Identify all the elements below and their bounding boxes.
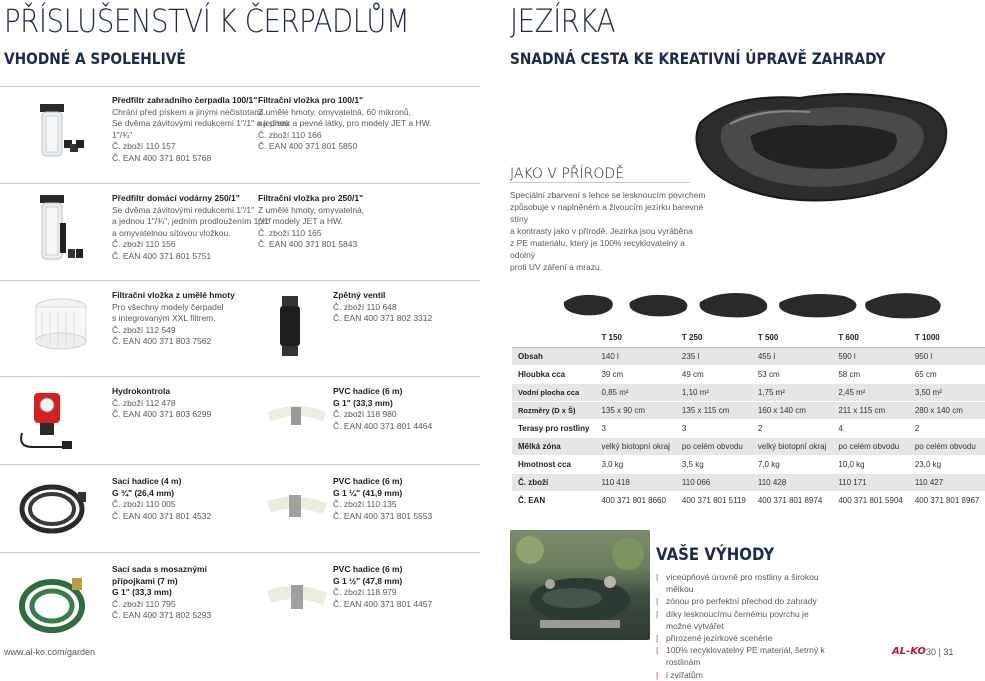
table-cell: 110 428 xyxy=(752,473,832,491)
table-cell: 160 x 140 cm xyxy=(752,401,832,419)
table-cell: velký biotopní okraj xyxy=(595,437,675,455)
table-cell: 400 371 801 5119 xyxy=(676,491,752,509)
advantage-item: | i zvířatům xyxy=(656,669,836,681)
advantage-item: | přirozené jezírkové scenérie xyxy=(656,632,836,644)
advantage-item: | víceúpňové úrovně pro rostliny a širokou mělkou xyxy=(656,571,836,595)
product-desc: Chrání před pískem a jinými nečistotami. xyxy=(112,106,266,117)
table-corner xyxy=(512,329,595,347)
column-header: T 150 xyxy=(595,329,675,347)
divider xyxy=(0,464,480,465)
row-label: Č. zboží xyxy=(512,473,595,491)
row-label: Obsah xyxy=(512,347,595,365)
table-cell: 53 cm xyxy=(752,365,832,383)
product-title: Předfiltr domácí vodárny 250/1" xyxy=(112,193,240,203)
product-size: G 1 ¼" (41,9 mm) xyxy=(333,487,403,498)
brand-logo: AL-KO xyxy=(892,646,926,657)
product-desc: a omyvatelnou sítovou vložkou. xyxy=(112,227,231,238)
table-cell: 590 l xyxy=(832,347,909,365)
column-header: T 1000 xyxy=(909,329,985,347)
product-ean: Č. EAN 400 371 801 5768 xyxy=(112,152,212,163)
product-size: G 1 ½" (47,8 mm) xyxy=(333,575,403,586)
product-title: PVC hadice (6 m) xyxy=(333,386,403,396)
product-desc: 1"/¾" xyxy=(112,129,133,140)
table-cell: 2 xyxy=(752,419,832,437)
row-label: Vodní plocha cca xyxy=(512,383,595,401)
product-desc: na písek a pevné látky, pro modely JET a HW. xyxy=(258,118,432,129)
product-pvc-hose-g1 xyxy=(333,386,483,432)
product-title: Filtrační vložka pro 100/1" xyxy=(258,95,364,105)
table-cell: 135 x 90 cm xyxy=(595,401,675,419)
product-ean: Č. EAN 400 371 802 3312 xyxy=(333,313,433,324)
hydrocontrol-image xyxy=(12,385,82,455)
product-pvc-hose-1-5 xyxy=(333,564,483,610)
product-title: Hydrokontrola xyxy=(112,386,171,396)
product-ean: Č. EAN 400 371 803 7562 xyxy=(112,336,212,347)
divider xyxy=(0,376,480,377)
advantage-item: | 100% recyklovatelný PE materiál, šetrný k rostlinám xyxy=(656,644,836,668)
pond-text-line: z PE materiálu, který je 100% recyklovatelný a odolný xyxy=(510,238,685,260)
right-page-subtitle: SNADNÁ CESTA KE KREATIVNÍ ÚPRAVĚ ZAHRADY xyxy=(510,49,886,68)
row-label: Č. EAN xyxy=(512,491,595,509)
product-ean: Č. EAN 400 371 801 4532 xyxy=(112,510,212,521)
advantages-list xyxy=(656,571,836,681)
footer-url[interactable]: www.al-ko.com/garden xyxy=(4,647,96,657)
row-label: Rozměry (D x Š) xyxy=(512,401,595,419)
pond-text-line: způsobuje v naplněném a živoucím jezírku barevné stíny xyxy=(510,202,704,224)
pond-models-row xyxy=(560,290,945,320)
product-filter-insert-250 xyxy=(258,193,408,251)
row-label: Mělká zóna xyxy=(512,437,595,455)
product-title: Filtrační vložka z umělé hmoty xyxy=(112,290,235,300)
product-number: Č. zboží 110 005 xyxy=(112,499,176,510)
product-size: G 1" (33,3 mm) xyxy=(112,587,172,598)
pond-text-line: Speciální zbarvení s lehce se lesknoucím povrchem xyxy=(510,190,706,200)
advantage-item: | díky lesknoucímu černému povrchu je možné vytvářet xyxy=(656,608,836,632)
table-cell: 3 xyxy=(595,419,675,437)
check-valve-image xyxy=(270,292,310,362)
product-number: Č. zboží 110 156 xyxy=(112,239,176,250)
table-cell: 39 cm xyxy=(595,365,675,383)
section-divider xyxy=(510,182,690,183)
product-title: Sací hadice (4 m) xyxy=(112,476,182,486)
table-cell: 400 371 801 8974 xyxy=(752,491,832,509)
suction-hose-4m-image xyxy=(12,474,92,544)
table-cell: 7,0 kg xyxy=(752,455,832,473)
table-cell: po celém obvodu xyxy=(676,437,752,455)
pond-text-line: proti UV záření a mrazu. xyxy=(510,262,603,272)
pvc-hose-g1-image xyxy=(265,395,329,441)
product-desc: Z umělé hmoty, omyvatelná, xyxy=(258,204,365,215)
table-cell: 110 427 xyxy=(909,473,985,491)
product-suction-hose-4m xyxy=(112,476,262,522)
product-pvc-hose-1-25 xyxy=(333,476,483,522)
product-check-valve xyxy=(333,290,483,325)
product-desc: Se dvěma závitovými redukcemi 1"/1" a jednou xyxy=(112,118,290,129)
pond-section-text xyxy=(510,189,710,273)
table-cell: po celém obvodu xyxy=(909,437,985,455)
table-row xyxy=(512,401,985,419)
product-desc: Pro všechny modely čerpadel xyxy=(112,301,224,312)
table-cell: 2 xyxy=(909,419,985,437)
product-number: Č. zboží 110 135 xyxy=(333,499,397,510)
suction-set-7m-image xyxy=(12,562,92,642)
page-numbers: 30 | 31 xyxy=(926,647,954,657)
advantage-item: | zónou pro perfektní přechod do zahrady xyxy=(656,595,836,607)
table-cell: 23,0 kg xyxy=(909,455,985,473)
table-cell: 2,45 m² xyxy=(832,383,909,401)
left-page-title: PŘÍSLUŠENSTVÍ K ČERPADLŮM xyxy=(4,2,410,40)
product-number: Č. zboží 110 165 xyxy=(258,227,322,238)
table-row xyxy=(512,347,985,365)
table-cell: 3,50 m² xyxy=(909,383,985,401)
product-title: Filtrační vložka pro 250/1" xyxy=(258,193,364,203)
divider xyxy=(0,183,480,184)
pond-hero-image xyxy=(690,88,955,208)
column-header: T 500 xyxy=(752,329,832,347)
row-label: Hloubka cca xyxy=(512,365,595,383)
pvc-hose-1-5-image xyxy=(265,575,329,621)
product-title-line-2: přípojkami (7 m) xyxy=(112,575,178,586)
table-cell: 400 371 801 8967 xyxy=(909,491,985,509)
table-cell: 235 l xyxy=(676,347,752,365)
table-cell: 110 418 xyxy=(595,473,675,491)
product-title: PVC hadice (6 m) xyxy=(333,476,403,486)
product-desc: Z umělé hmoty, omyvatelná, 60 mikronů, xyxy=(258,106,411,117)
product-number: Č. zboží 118 979 xyxy=(333,587,397,598)
product-suction-set-7m xyxy=(112,564,262,622)
table-cell: 0,85 m² xyxy=(595,383,675,401)
table-cell: 140 l xyxy=(595,347,675,365)
column-header: T 600 xyxy=(832,329,909,347)
product-desc: pro modely JET a HW. xyxy=(258,216,343,227)
table-cell: 3,0 kg xyxy=(595,455,675,473)
table-cell: 49 cm xyxy=(676,365,752,383)
table-cell: 65 cm xyxy=(909,365,985,383)
table-cell: 110 171 xyxy=(832,473,909,491)
product-title: Zpětný ventil xyxy=(333,290,386,300)
column-header: T 250 xyxy=(676,329,752,347)
table-cell: velký biotopní okraj xyxy=(752,437,832,455)
table-row xyxy=(512,437,985,455)
table-cell: po celém obvodu xyxy=(832,437,909,455)
right-page-title: JEZÍRKA xyxy=(510,2,615,40)
row-label: Hmotnost cca xyxy=(512,455,595,473)
product-ean: Č. EAN 400 371 803 6299 xyxy=(112,409,212,420)
table-cell: 110 066 xyxy=(676,473,752,491)
table-cell: 135 x 115 cm xyxy=(676,401,752,419)
table-cell: 211 x 115 cm xyxy=(832,401,909,419)
product-ean: Č. EAN 400 371 801 5850 xyxy=(258,141,358,152)
table-cell: 3,5 kg xyxy=(676,455,752,473)
product-filter-insert-100 xyxy=(258,95,432,153)
product-ean: Č. EAN 400 371 801 4457 xyxy=(333,598,433,609)
product-ean: Č. EAN 400 371 801 5843 xyxy=(258,239,358,250)
prefilter-250-image xyxy=(30,193,90,273)
table-row xyxy=(512,365,985,383)
product-number: Č. zboží 110 166 xyxy=(258,129,322,140)
divider xyxy=(0,552,480,553)
product-size: G ¾" (26,4 mm) xyxy=(112,487,175,498)
pvc-hose-1-25-image xyxy=(265,485,329,531)
product-number: Č. zboží 118 980 xyxy=(333,409,397,420)
table-cell: 1,75 m² xyxy=(752,383,832,401)
table-row xyxy=(512,491,985,509)
product-desc: s integrovaným XXL filtrem. xyxy=(112,313,216,324)
product-size: G 1" (33,3 mm) xyxy=(333,397,393,408)
table-cell: 455 l xyxy=(752,347,832,365)
product-ean: Č. EAN 400 371 801 5751 xyxy=(112,250,212,261)
product-plastic-filter-insert xyxy=(112,290,262,348)
product-hydrocontrol xyxy=(112,386,262,421)
product-number: Č. zboží 110 157 xyxy=(112,141,176,152)
row-label: Terasy pro rostliny xyxy=(512,419,595,437)
table-row xyxy=(512,473,985,491)
table-cell: 58 cm xyxy=(832,365,909,383)
product-title: PVC hadice (6 m) xyxy=(333,564,403,574)
product-ean: Č. EAN 400 371 801 5553 xyxy=(333,510,433,521)
table-cell: 4 xyxy=(832,419,909,437)
prefilter-100-image xyxy=(30,100,90,170)
divider xyxy=(0,86,480,87)
left-page-subtitle: VHODNÉ A SPOLEHLIVÉ xyxy=(4,49,186,68)
plastic-filter-insert-image xyxy=(30,295,92,353)
product-number: Č. zboží 110 795 xyxy=(112,598,176,609)
table-row xyxy=(512,383,985,401)
table-cell: 1,10 m² xyxy=(676,383,752,401)
garden-pond-photo xyxy=(510,530,650,640)
table-cell: 400 371 801 5904 xyxy=(832,491,909,509)
table-cell: 3 xyxy=(676,419,752,437)
product-ean: Č. EAN 400 371 802 5293 xyxy=(112,610,212,621)
table-cell: 950 l xyxy=(909,347,985,365)
product-desc: Se dvěma závitovými redukcemi 1"/1" xyxy=(112,204,255,215)
table-cell: 400 371 801 8660 xyxy=(595,491,675,509)
pond-spec-table xyxy=(512,329,985,510)
product-prefilter-250 xyxy=(112,193,272,263)
divider xyxy=(0,280,480,281)
product-number: Č. zboží 112 478 xyxy=(112,397,176,408)
pond-text-line: a kontrasty jako v přírodě. Jezírka jsou vyráběna xyxy=(510,226,693,236)
pond-section-title: JAKO V PŘÍRODĚ xyxy=(510,166,625,182)
product-ean: Č. EAN 400 371 801 4464 xyxy=(333,420,433,431)
advantages-title: VAŠE VÝHODY xyxy=(656,545,775,565)
table-cell: 10,0 kg xyxy=(832,455,909,473)
table-row xyxy=(512,419,985,437)
product-number: Č. zboží 112 549 xyxy=(112,324,176,335)
table-row xyxy=(512,455,985,473)
product-title: Sací sada s mosaznými xyxy=(112,564,207,574)
table-cell: 280 x 140 cm xyxy=(909,401,985,419)
product-desc: a jednou 1"/¾", jedním prodloužením 1"/1" xyxy=(112,216,272,227)
product-title: Předfiltr zahradního čerpadla 100/1" xyxy=(112,95,258,105)
product-number: Č. zboží 110 648 xyxy=(333,301,397,312)
